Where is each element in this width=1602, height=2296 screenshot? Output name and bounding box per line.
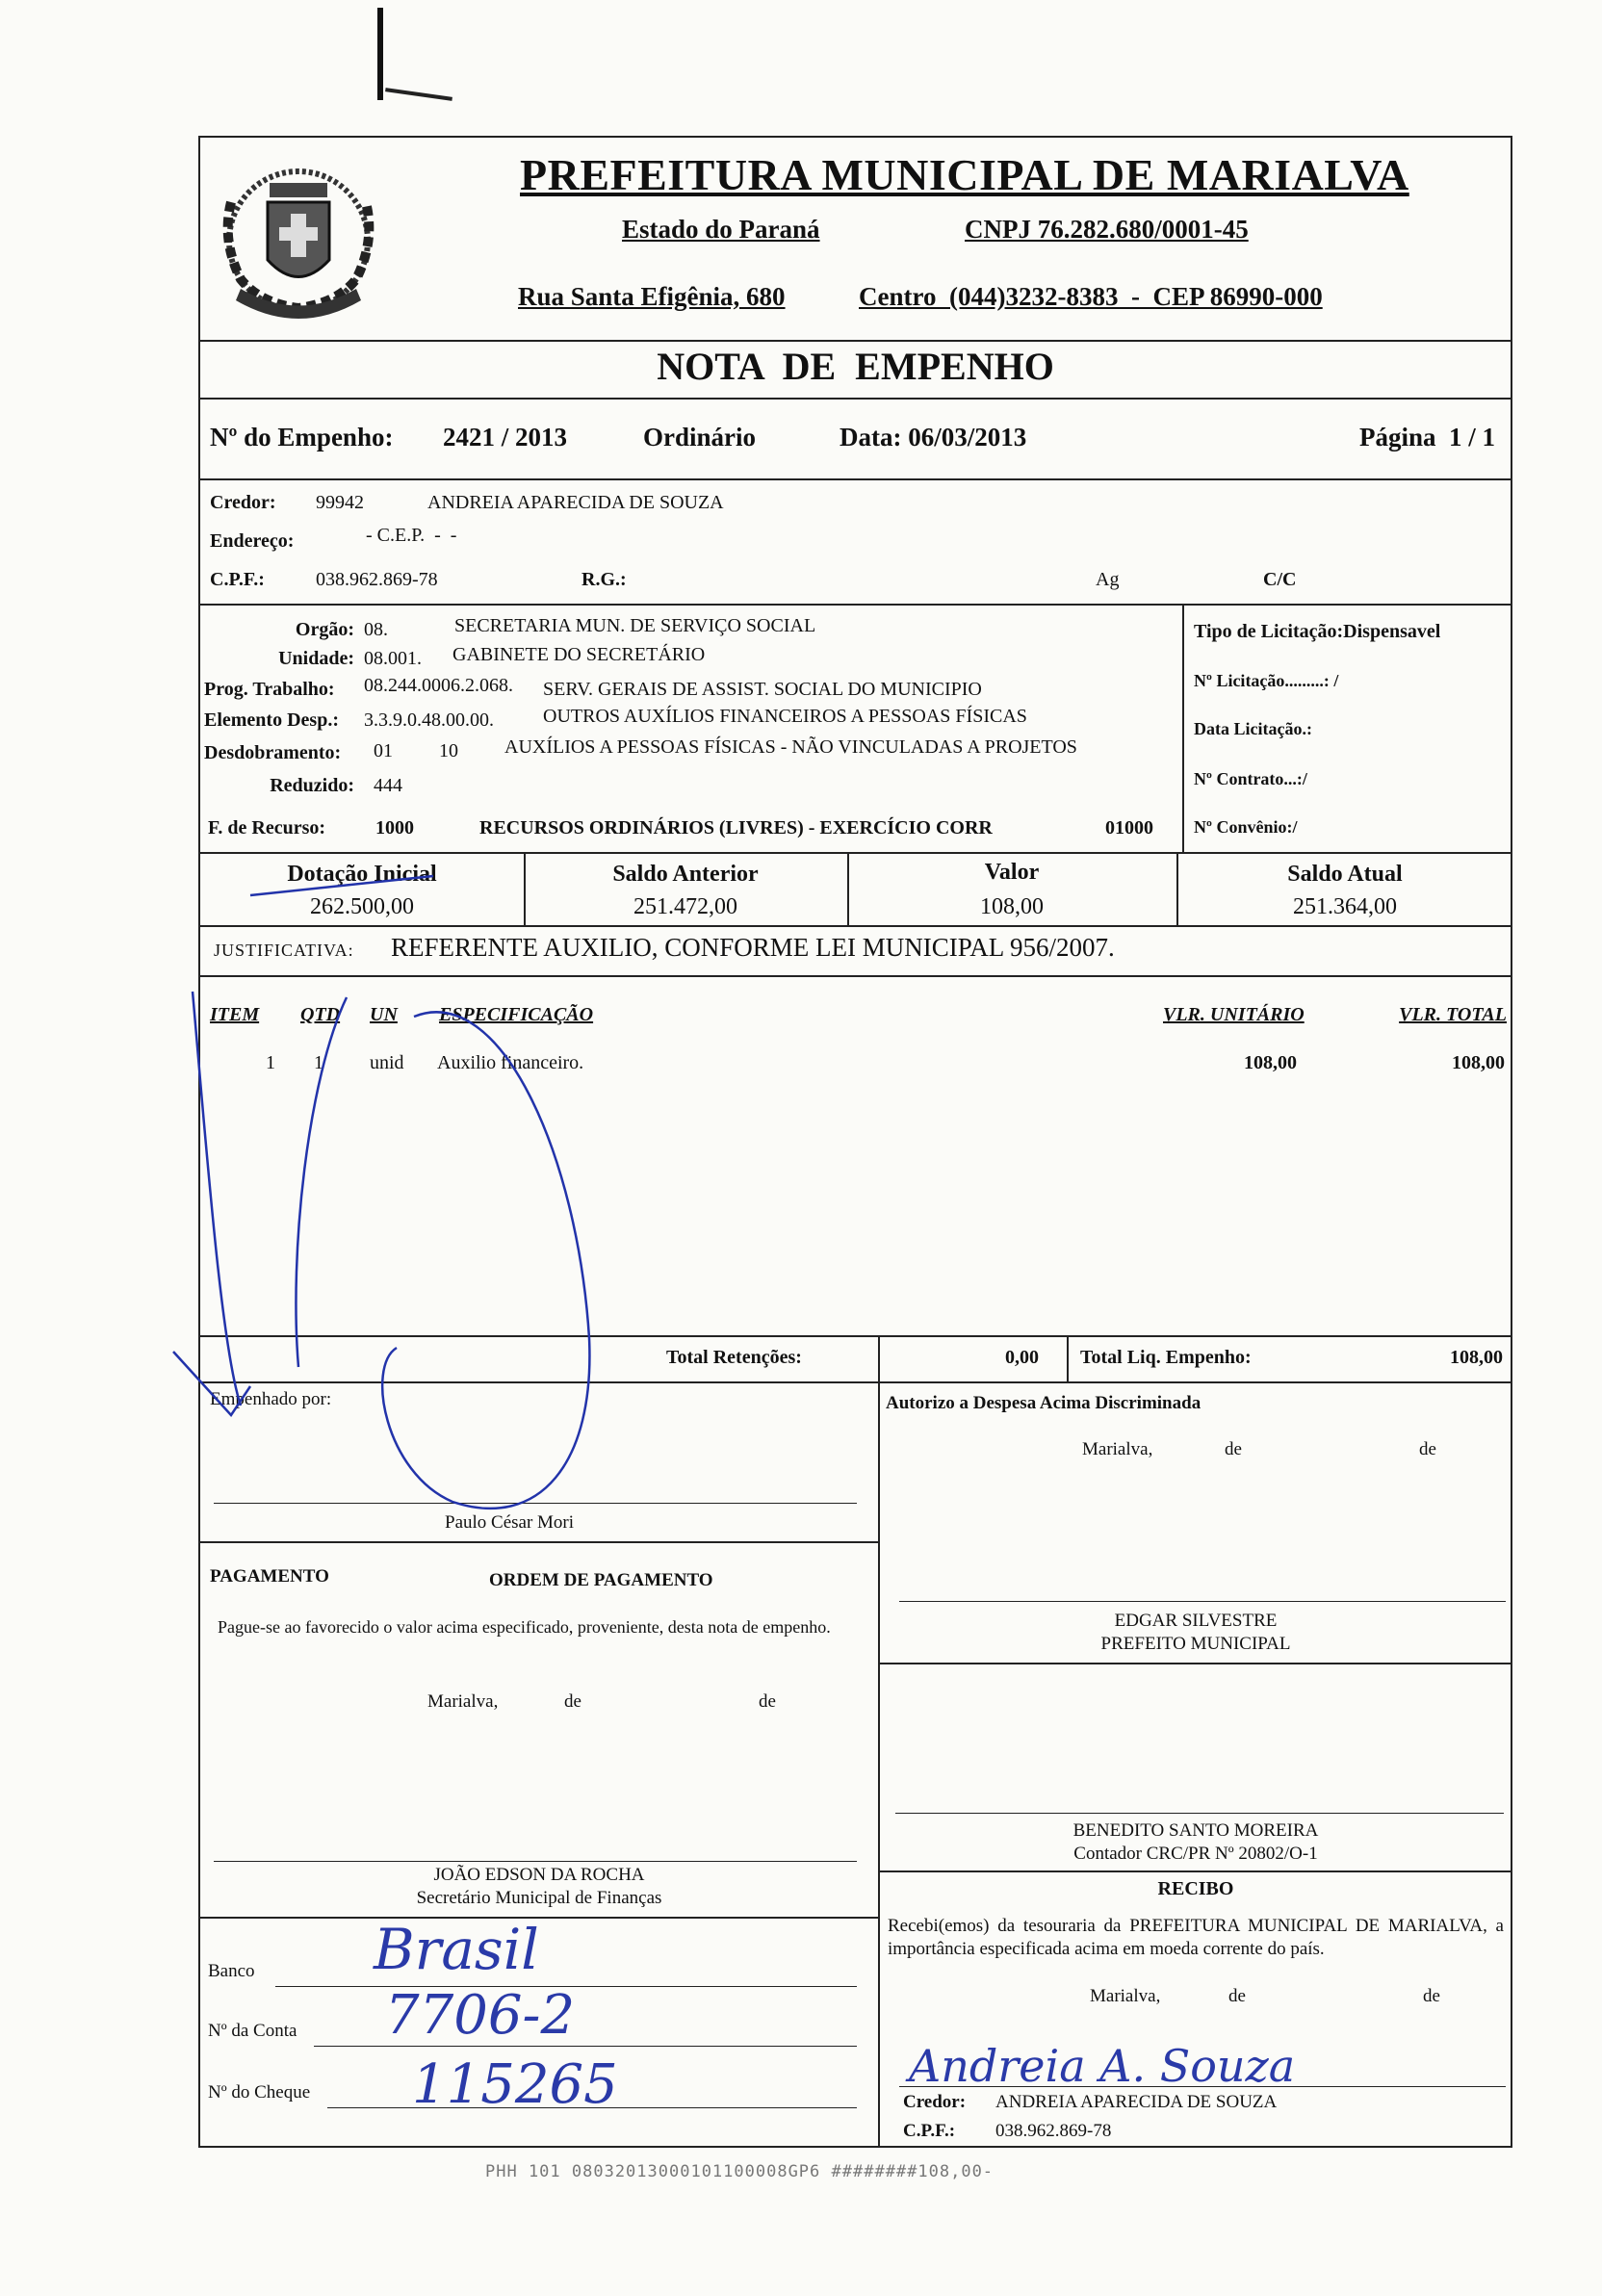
- prog-label: Prog. Trabalho:: [204, 679, 335, 700]
- secretario-cargo: Secretário Municipal de Finanças: [416, 1888, 662, 1908]
- secretario-nome: JOÃO EDSON DA ROCHA: [433, 1865, 645, 1885]
- autorizo-de-2: de: [1419, 1439, 1436, 1459]
- empenho-type: Ordinário: [643, 423, 757, 451]
- address: Rua Santa Efigênia, 680: [518, 282, 786, 311]
- recurso-number: 01000: [1105, 817, 1153, 838]
- desdobramento-label: Desdobramento:: [204, 742, 342, 763]
- col-qtd-header: QTD: [300, 1004, 341, 1025]
- orgao-name: SECRETARIA MUN. DE SERVIÇO SOCIAL: [454, 615, 816, 636]
- cpf-value: 038.962.869-78: [316, 569, 438, 590]
- contador-cargo: Contador CRC/PR Nº 20802/O-1: [1073, 1844, 1318, 1864]
- empenhado-por-label: Empenhado por:: [210, 1389, 332, 1409]
- col-especificacao-header: ESPECIFICAÇÃO: [439, 1004, 594, 1025]
- pagamento-local: Marialva,: [427, 1691, 499, 1712]
- unidade-code: 08.001.: [364, 648, 422, 669]
- recibo-text: Recebi(emos) da tesouraria da PREFEITURA MUNICIPAL DE MARIALVA, a importância especificada acima em moeda corrente do país.: [888, 1916, 1504, 1959]
- reduzido-value: 444: [374, 775, 402, 796]
- justificativa-label: JUSTIFICATIVA:: [214, 941, 354, 960]
- autorizo-de-1: de: [1225, 1439, 1242, 1459]
- endereco-label: Endereço:: [210, 530, 295, 552]
- convenio-numero: Nº Convênio:/: [1194, 817, 1298, 837]
- pagamento-label: PAGAMENTO: [210, 1566, 329, 1587]
- dotacao-value: 262.500,00: [310, 894, 414, 919]
- unidade-name: GABINETE DO SECRETÁRIO: [452, 644, 706, 665]
- desdobramento-sub: 10: [439, 740, 458, 761]
- recurso-name: RECURSOS ORDINÁRIOS (LIVRES) - EXERCÍCIO CORR: [479, 817, 993, 838]
- recibo-de-1: de: [1228, 1986, 1246, 2006]
- empenho-number-label: Nº do Empenho:: [210, 423, 394, 451]
- pagamento-de-1: de: [564, 1691, 581, 1712]
- prog-code: 08.244.0006.2.068.: [364, 675, 513, 696]
- address-contact: Centro (044)3232-8383 - CEP 86990-000: [859, 282, 1323, 311]
- credor-code: 99942: [316, 492, 364, 513]
- desdobramento-name: AUXÍLIOS A PESSOAS FÍSICAS - NÃO VINCULADAS A PROJETOS: [504, 736, 1077, 758]
- elemento-name: OUTROS AUXÍLIOS FINANCEIROS A PESSOAS FÍSICAS: [543, 706, 1027, 727]
- saldo-anterior-value: 251.472,00: [633, 894, 737, 919]
- handwritten-banco: Brasil: [374, 1917, 539, 1982]
- reduzido-label: Reduzido:: [270, 775, 354, 796]
- pagamento-de-2: de: [759, 1691, 776, 1712]
- recibo-local: Marialva,: [1090, 1986, 1161, 2006]
- handwritten-cheque: 115265: [412, 2053, 618, 2116]
- orgao-code: 08.: [364, 619, 388, 640]
- desdobramento-code: 01: [374, 740, 393, 761]
- col-item-header: ITEM: [210, 1004, 260, 1025]
- contador-nome: BENEDITO SANTO MOREIRA: [1072, 1820, 1319, 1841]
- state-name: Estado do Paraná: [622, 215, 820, 244]
- pen-mark-icon: [377, 8, 383, 100]
- total-retencoes-value: 0,00: [1005, 1347, 1039, 1368]
- empenho-date: Data: 06/03/2013: [840, 423, 1027, 451]
- row-qtd: 1: [314, 1052, 323, 1073]
- document-title: NOTA DE EMPENHO: [657, 345, 1054, 388]
- unidade-label: Unidade:: [278, 648, 354, 669]
- municipality-title: PREFEITURA MUNICIPAL DE MARIALVA: [520, 150, 1409, 199]
- empenho-number: 2421 / 2013: [443, 423, 568, 451]
- row-item: 1: [266, 1052, 275, 1073]
- credor-name: ANDREIA APARECIDA DE SOUZA: [427, 492, 724, 513]
- recurso-code: 1000: [375, 817, 414, 838]
- autorizo-local: Marialva,: [1082, 1439, 1153, 1459]
- total-liquido-label: Total Liq. Empenho:: [1080, 1347, 1252, 1368]
- recibo-de-2: de: [1423, 1986, 1440, 2006]
- licitacao-data: Data Licitação.:: [1194, 719, 1312, 738]
- col-un-header: UN: [370, 1004, 398, 1025]
- cc-label: C/C: [1263, 569, 1297, 590]
- mechanical-authentication: PHH 101 08032013000101100008GP6 ########108,00-: [485, 2162, 995, 2181]
- cpf-label: C.P.F.:: [210, 569, 265, 590]
- elemento-code: 3.3.9.0.48.00.00.: [364, 709, 494, 731]
- licitacao-tipo: Tipo de Licitação:Dispensavel: [1194, 621, 1441, 642]
- agency-label: Ag: [1096, 569, 1120, 590]
- page-number: Página 1 / 1: [1358, 423, 1495, 451]
- saldo-atual-label: Saldo Atual: [1287, 862, 1403, 887]
- conta-label: Nº da Conta: [208, 2021, 297, 2041]
- prog-name: SERV. GERAIS DE ASSIST. SOCIAL DO MUNICIPIO: [543, 679, 982, 700]
- justificativa-text: REFERENTE AUXILIO, CONFORME LEI MUNICIPAL 956/2007.: [391, 933, 1115, 962]
- row-un: unid: [370, 1052, 404, 1073]
- rg-label: R.G.:: [581, 569, 627, 590]
- recibo-credor-label: Credor:: [903, 2092, 967, 2112]
- recurso-label: F. de Recurso:: [208, 817, 326, 838]
- row-vlr-total: 108,00: [1452, 1052, 1505, 1073]
- row-especificacao: Auxilio financeiro.: [437, 1052, 584, 1073]
- pague-se-text: Pague-se ao favorecido o valor acima especificado, proveniente, desta nota de empenho.: [218, 1617, 831, 1637]
- total-retencoes-label: Total Retenções:: [666, 1347, 802, 1368]
- row-vlr-unitario: 108,00: [1244, 1052, 1297, 1073]
- recibo-title: RECIBO: [1157, 1878, 1234, 1899]
- total-liquido-value: 108,00: [1450, 1347, 1503, 1368]
- empenhado-nome: Paulo César Mori: [445, 1512, 575, 1533]
- recibo-credor-nome: ANDREIA APARECIDA DE SOUZA: [995, 2092, 1278, 2112]
- orgao-label: Orgão:: [295, 619, 354, 640]
- handwritten-signature: Andreia A. Souza: [909, 2040, 1296, 2092]
- recibo-cpf-value: 038.962.869-78: [995, 2121, 1112, 2141]
- credor-label: Credor:: [210, 492, 276, 513]
- saldo-atual-value: 251.364,00: [1293, 894, 1397, 919]
- licitacao-numero: Nº Licitação.........: /: [1194, 671, 1339, 690]
- cheque-label: Nº do Cheque: [208, 2082, 311, 2103]
- prefeito-cargo: PREFEITO MUNICIPAL: [1100, 1634, 1291, 1654]
- valor-value: 108,00: [980, 894, 1044, 919]
- saldo-anterior-label: Saldo Anterior: [612, 862, 759, 887]
- col-vlr-unitario-header: VLR. UNITÁRIO: [1163, 1004, 1305, 1025]
- recibo-cpf-label: C.P.F.:: [903, 2121, 956, 2141]
- endereco-value: - C.E.P. - -: [366, 525, 457, 546]
- ordem-pagamento-label: ORDEM DE PAGAMENTO: [489, 1570, 713, 1590]
- valor-label: Valor: [984, 860, 1040, 885]
- autorizo-label: Autorizo a Despesa Acima Discriminada: [886, 1393, 1202, 1413]
- dotacao-label: Dotação Inicial: [287, 862, 437, 887]
- banco-label: Banco: [208, 1961, 255, 1981]
- col-vlr-total-header: VLR. TOTAL: [1399, 1004, 1507, 1025]
- elemento-label: Elemento Desp.:: [204, 709, 339, 731]
- handwritten-conta: 7706-2: [385, 1984, 576, 2047]
- cnpj: CNPJ 76.282.680/0001-45: [965, 215, 1249, 244]
- prefeito-nome: EDGAR SILVESTRE: [1114, 1611, 1278, 1631]
- contrato-numero: Nº Contrato...:/: [1194, 769, 1307, 788]
